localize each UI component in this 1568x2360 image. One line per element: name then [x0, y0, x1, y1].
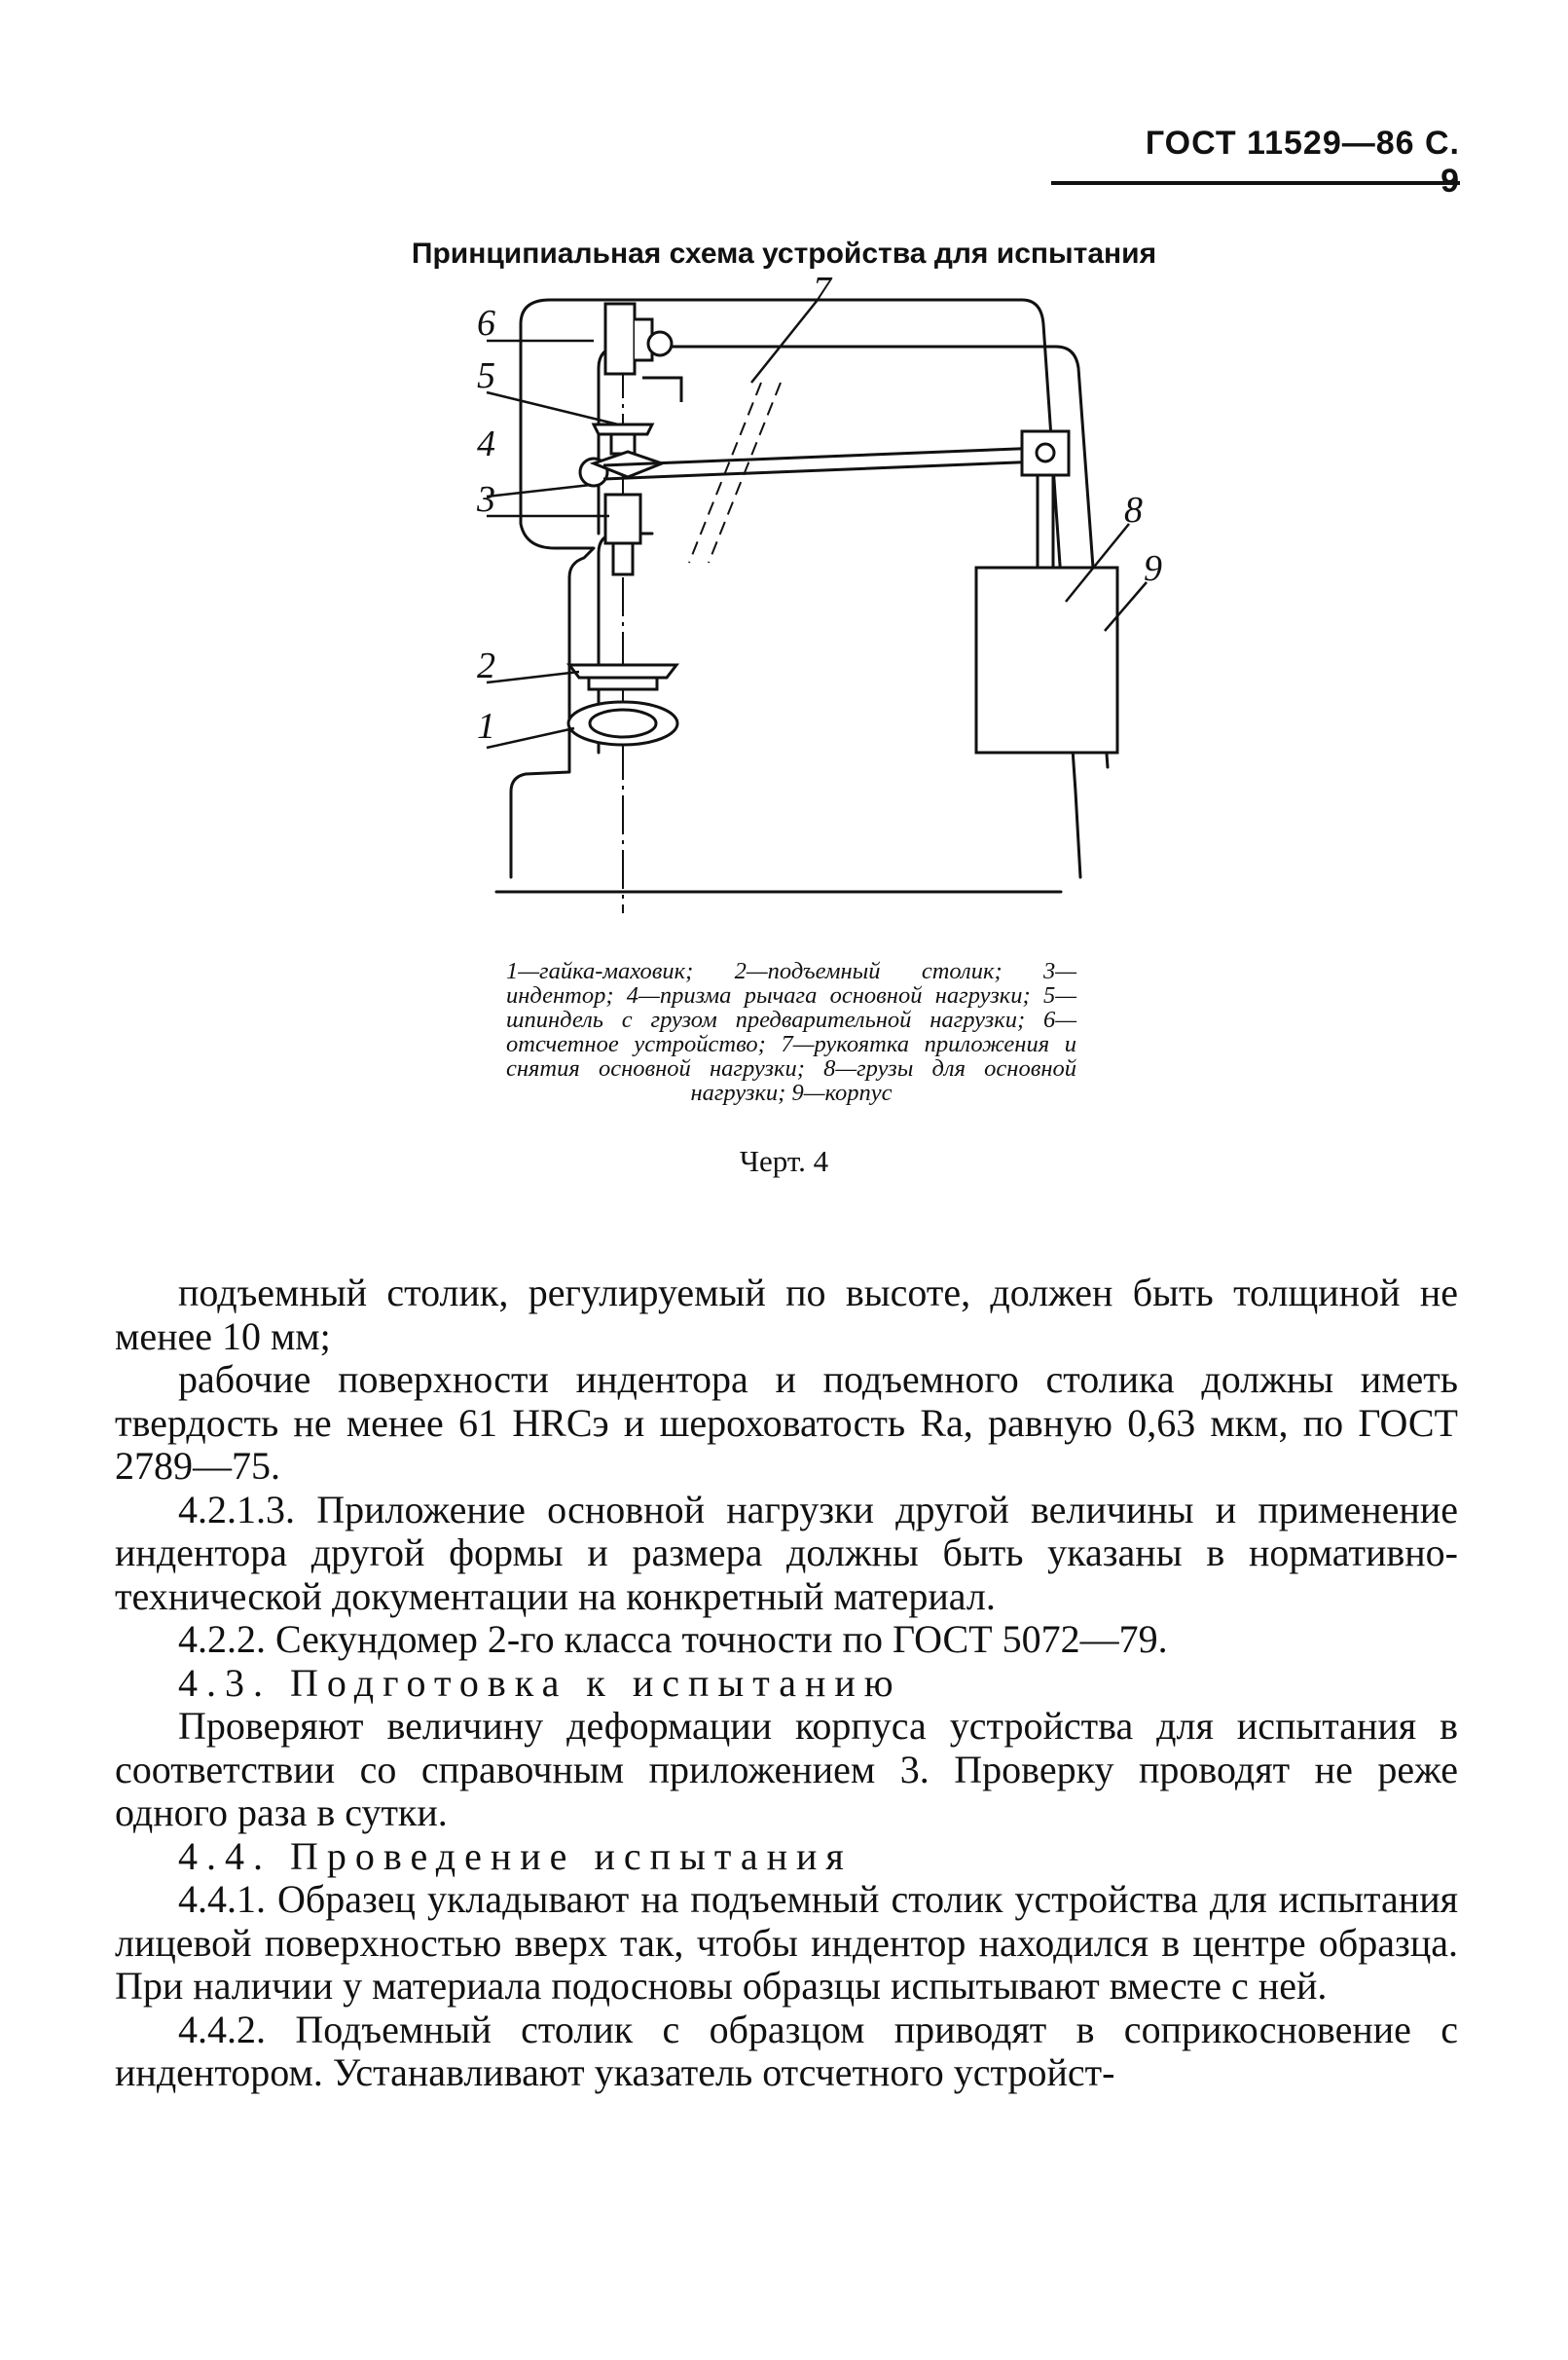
dial-mount — [642, 378, 681, 402]
paragraph-table: подъемный столик, регулируемый по высоте, должен быть толщиной не менее 10 мм; — [115, 1271, 1458, 1358]
leader-4 — [487, 485, 591, 497]
section-heading-4-4: 4.4. Проведение испытания — [178, 1833, 853, 1878]
handwheel-inner — [590, 710, 656, 737]
header-rule — [1051, 181, 1460, 185]
lift-table-top — [569, 665, 676, 678]
label-6: 6 — [477, 303, 495, 344]
leader-2 — [487, 672, 579, 682]
paragraph-4-4-2: 4.4.2. Подъемный столик с образцом приводят в соприкосновение с индентором. Устанавливают указатель отсчетного устройст- — [115, 2007, 1458, 2094]
figure-title: Принципиальная схема устройства для испытания — [411, 238, 1157, 270]
device-schematic-diagram — [477, 270, 1162, 933]
label-8: 8 — [1124, 490, 1143, 531]
label-7: 7 — [813, 270, 831, 311]
dial-gauge — [605, 304, 635, 374]
page-header: ГОСТ 11529—86 С. — [1145, 125, 1460, 162]
label-4: 4 — [477, 424, 495, 464]
weights-block — [976, 568, 1117, 753]
leader-7 — [751, 300, 818, 383]
weight-rod — [1038, 475, 1053, 568]
paragraph-4-3: Проверяют величину деформации корпуса устройства для испытания в соответствии со справочным приложением 3. Проверку проводят не реже одного раза в сутки. — [115, 1704, 1458, 1834]
paragraph-4-4-1: 4.4.1. Образец укладывают на подъемный столик устройства для испытания лицевой поверхностью вверх так, чтобы индентор находился в центре образца. При наличии у материала подосновы образцы испытывают вместе с ней. — [115, 1877, 1458, 2008]
paragraph-4-2-1-3: 4.2.1.3. Приложение основной нагрузки другой величины и применение индентора другой формы и размера должны быть указаны в нормативно-технической документации на конкретный материал. — [115, 1487, 1458, 1618]
spindle — [611, 434, 635, 454]
figure-legend: 1—гайка-маховик; 2—подъемный столик; 3—индентор; 4—призма рычага основной нагрузки; 5—шпиндель с грузом предварительной нагрузки; 6—отсчетное устройство; 7—рукоятка приложения и снятия основной нагрузки; 8—грузы для основной нагрузки; 9—корпус — [506, 958, 1076, 1106]
dial-knob — [648, 332, 672, 355]
section-heading-4-3: 4.3. Подготовка к испытанию — [178, 1660, 902, 1705]
label-2: 2 — [477, 645, 495, 686]
label-1: 1 — [477, 706, 495, 747]
label-9: 9 — [1144, 548, 1162, 589]
weight-hanger-pivot — [1037, 444, 1054, 461]
lift-table-stem — [589, 678, 657, 689]
body-text — [115, 1272, 1458, 2095]
indenter-holder — [605, 495, 640, 543]
paragraph-4-2-2: 4.2.2. Секундомер 2-го класса точности по ГОСТ 5072—79. — [178, 1617, 1168, 1661]
label-5: 5 — [477, 355, 495, 396]
leader-1 — [487, 728, 574, 748]
paragraph-surfaces: рабочие поверхности индентора и подъемного столика должны иметь твердость не менее 61 HRCэ и шероховатость Ra, равную 0,63 мкм, по ГОСТ 2789—75. — [115, 1357, 1458, 1488]
figure-caption: Черт. 4 — [739, 1144, 829, 1178]
label-3: 3 — [477, 479, 495, 520]
indenter — [613, 543, 633, 574]
